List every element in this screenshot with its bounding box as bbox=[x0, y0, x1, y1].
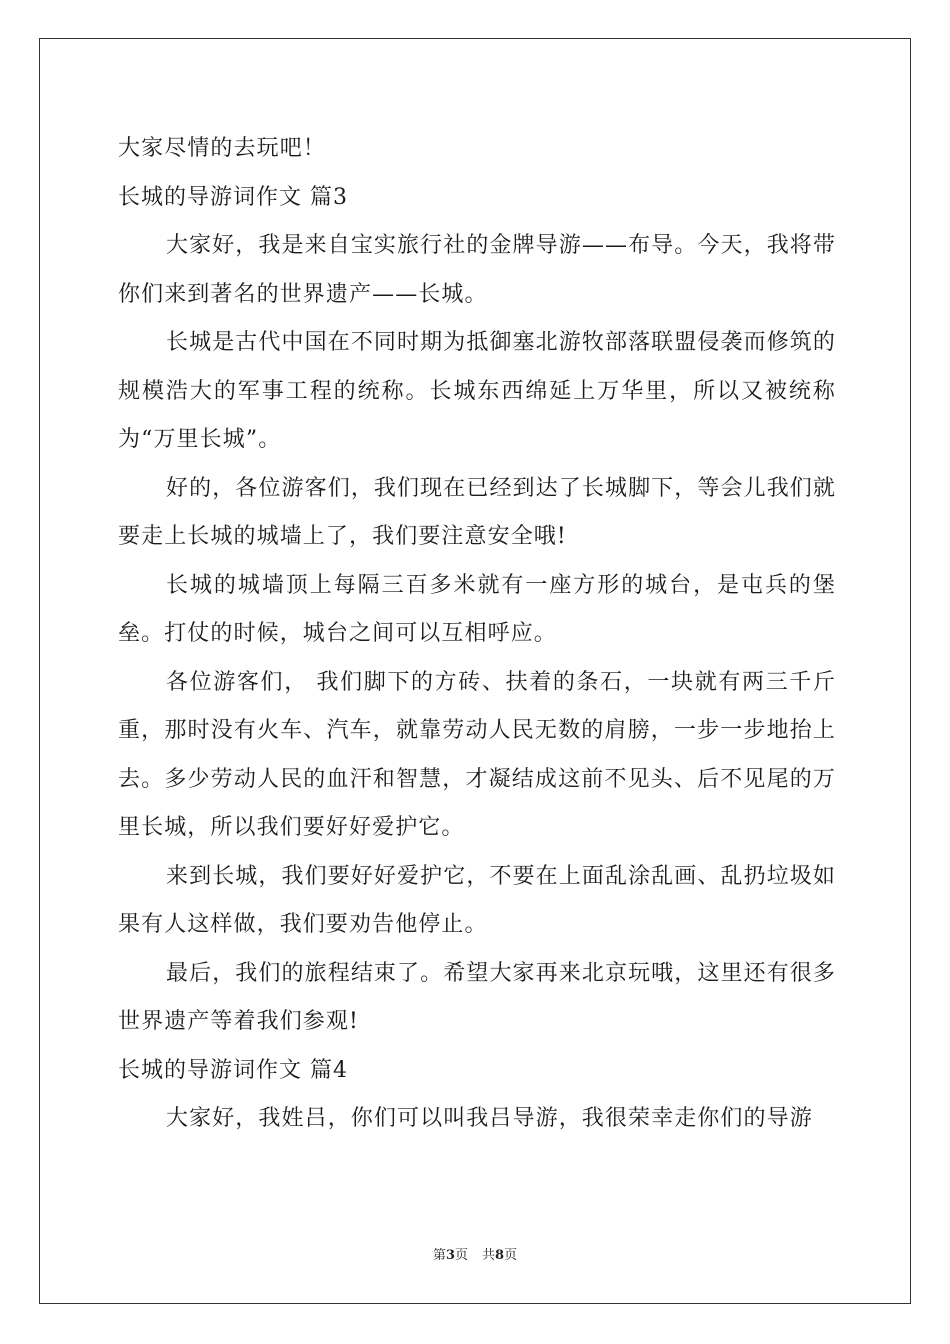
page-label-prefix: 第 bbox=[432, 1248, 446, 1263]
total-label-suffix: 页 bbox=[504, 1248, 518, 1263]
paragraph: 大家好，我是来自宝实旅行社的金牌导游——布导。今天，我将带你们来到著名的世界遗产——长城。 bbox=[118, 233, 836, 307]
page-label-suffix: 页 bbox=[454, 1248, 468, 1263]
total-label-prefix: 共 bbox=[482, 1248, 496, 1263]
page-current: 3 bbox=[445, 1248, 455, 1263]
section-heading-3: 长城的导游词作文 篇3 bbox=[118, 184, 348, 210]
paragraph: 最后，我们的旅程结束了。希望大家再来北京玩哦，这里还有很多世界遗产等着我们参观! bbox=[118, 960, 836, 1034]
section-heading-4: 长城的导游词作文 篇4 bbox=[118, 1057, 348, 1083]
document-body bbox=[118, 125, 836, 1144]
paragraph: 大家好，我姓吕，你们可以叫我吕导游，我很荣幸走你们的导游 bbox=[166, 1106, 813, 1131]
page-total: 8 bbox=[495, 1248, 505, 1263]
paragraph: 长城是古代中国在不同时期为抵御塞北游牧部落联盟侵袭而修筑的规模浩大的军事工程的统称。长城东西绵延上万华里，所以又被统称为“万里长城”。 bbox=[118, 330, 836, 452]
page-footer bbox=[0, 1247, 950, 1265]
closing-line: 大家尽情的去玩吧！ bbox=[118, 136, 326, 161]
paragraph: 来到长城，我们要好好爱护它，不要在上面乱涂乱画、乱扔垃圾如果有人这样做，我们要劝告他停止。 bbox=[118, 863, 836, 937]
paragraph: 好的，各位游客们，我们现在已经到达了长城脚下，等会儿我们就要走上长城的城墙上了，我们要注意安全哦! bbox=[118, 475, 836, 549]
paragraph: 长城的城墙顶上每隔三百多米就有一座方形的城台，是屯兵的堡垒。打仗的时候，城台之间可以互相呼应。 bbox=[118, 572, 836, 646]
paragraph: 各位游客们， 我们脚下的方砖、扶着的条石，一块就有两三千斤重，那时没有火车、汽车，就靠劳动人民无数的肩膀，一步一步地抬上去。多少劳动人民的血汗和智慧，才凝结成这前不见头、后不见尾的万里长城，所以我们要好好爱护它。 bbox=[118, 669, 836, 840]
